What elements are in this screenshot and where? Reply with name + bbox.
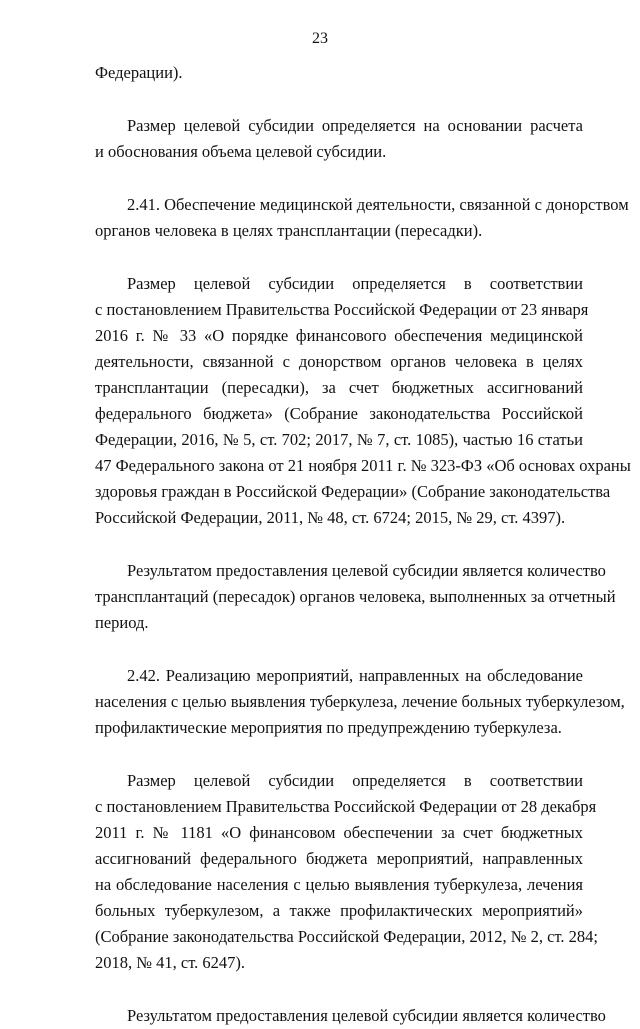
text-line: больных туберкулезом, а также профилактических мероприятий»: [95, 901, 583, 920]
text-line: здоровья граждан в Российской Федерации» (Собрание законодательства: [95, 482, 611, 501]
text-line: с постановлением Правительства Российской Федерации от 28 декабря: [95, 797, 597, 816]
text-line: населения с целью выявления туберкулеза, лечение больных туберкулезом,: [95, 692, 625, 711]
text-line: федерального бюджета» (Собрание законодательства Российской: [95, 404, 583, 423]
text-line: 2016 г. № 33 «О порядке финансового обеспечения медицинской: [95, 326, 583, 345]
text-line: 2.42. Реализацию мероприятий, направленных на обследование: [127, 666, 583, 685]
paragraph-subsidy-size-2-41: [95, 271, 631, 531]
text-line: 2011 г. № 1181 «О финансовом обеспечении за счет бюджетных: [95, 823, 583, 842]
text-line: ассигнований федерального бюджета мероприятий, направленных: [95, 849, 583, 868]
text-line: на обследование населения с целью выявления туберкулеза, лечения: [95, 875, 583, 894]
text-line: (Собрание законодательства Российской Федерации, 2012, № 2, ст. 284;: [95, 927, 598, 946]
paragraph-continuation: [95, 60, 583, 86]
page-number: 23: [312, 30, 328, 47]
text-line: 2018, № 41, ст. 6247).: [95, 953, 246, 972]
paragraph-item-2-42: [95, 663, 625, 741]
text-line: трансплантации (пересадки), за счет бюджетных ассигнований: [95, 378, 583, 397]
text-line: профилактические мероприятия по предупреждению туберкулеза.: [95, 718, 562, 737]
text-line: Результатом предоставления целевой субсидии является количество: [127, 561, 606, 580]
text-line: 2.41. Обеспечение медицинской деятельности, связанной с донорством: [127, 195, 629, 214]
text-line: Федерации).: [95, 63, 183, 82]
paragraph-subsidy-size-calc: [95, 113, 583, 165]
paragraph-subsidy-size-2-42: [95, 768, 598, 976]
text-line: Российской Федерации, 2011, № 48, ст. 6724; 2015, № 29, ст. 4397).: [95, 508, 566, 527]
paragraph-result-2-42: [95, 1003, 606, 1029]
text-line: Размер целевой субсидии определяется в соответствии: [127, 274, 583, 293]
text-line: Размер целевой субсидии определяется в соответствии: [127, 771, 583, 790]
text-line: период.: [95, 613, 149, 632]
text-line: органов человека в целях трансплантации (пересадки).: [95, 221, 483, 240]
paragraph-result-2-41: [95, 558, 616, 636]
text-line: Размер целевой субсидии определяется на основании расчета: [127, 116, 583, 135]
text-line: трансплантаций (пересадок) органов человека, выполненных за отчетный: [95, 587, 616, 606]
text-line: Результатом предоставления целевой субсидии является количество: [127, 1006, 606, 1025]
text-line: 47 Федерального закона от 21 ноября 2011 г. № 323-ФЗ «Об основах охраны: [95, 456, 631, 475]
text-line: Федерации, 2016, № 5, ст. 702; 2017, № 7, ст. 1085), частью 16 статьи: [95, 430, 583, 449]
text-line: с постановлением Правительства Российской Федерации от 23 января: [95, 300, 589, 319]
paragraph-item-2-41: [95, 192, 629, 244]
document-body: [95, 60, 631, 1029]
text-line: и обоснования объема целевой субсидии.: [95, 142, 387, 161]
text-line: деятельности, связанной с донорством органов человека в целях: [95, 352, 583, 371]
